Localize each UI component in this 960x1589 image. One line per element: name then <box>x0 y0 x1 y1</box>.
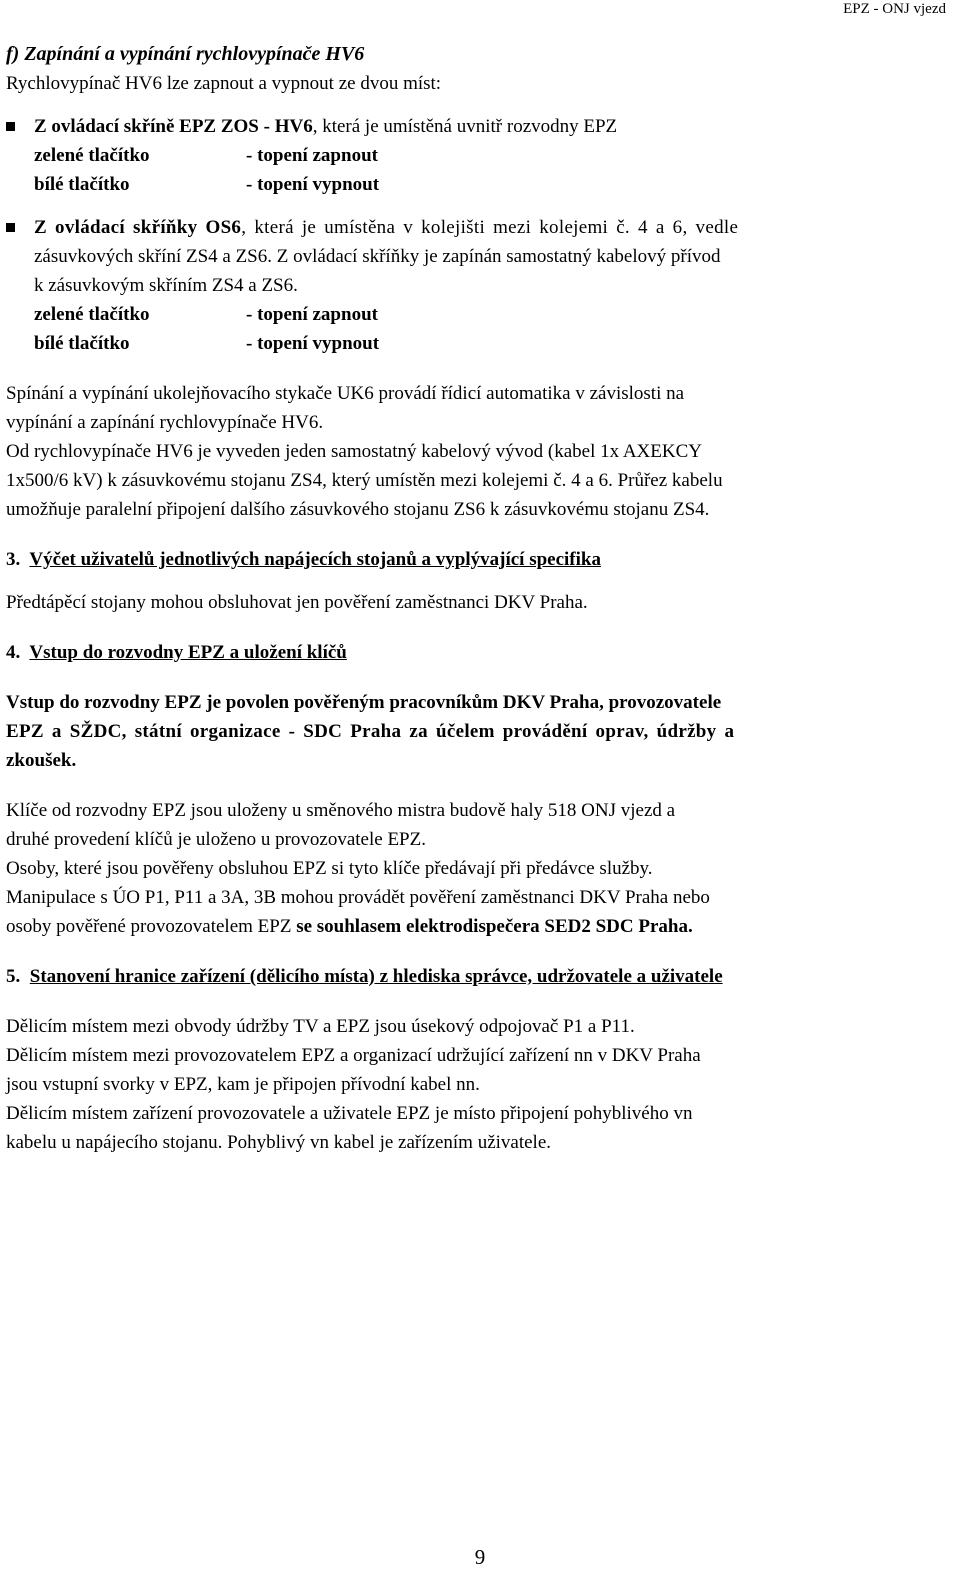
green-button-row <box>34 141 946 170</box>
bullet-item-zos <box>6 112 946 199</box>
paragraph-uk6-line-1: Spínání a vypínání ukolejňovacího stykače UK6 provádí řídicí automatika v závislosti na <box>6 383 685 404</box>
green-button-action: - topení zapnout <box>246 145 378 166</box>
keys-line-2: druhé provedení klíčů je uloženo u provozovatele EPZ. <box>6 829 426 850</box>
bullet-1-bold: Z ovládací skříně EPZ ZOS - HV6 <box>34 116 313 137</box>
section-5-line-2: Dělicím místem mezi provozovatelem EPZ a organizací udržující zařízení nn v DKV Praha <box>6 1045 701 1066</box>
bullet-2-line-2: zásuvkových skříní ZS4 a ZS6. Z ovládací skříňky je zapínán samostatný kabelový přívod <box>34 246 721 267</box>
section-5-line-3: jsou vstupní svorky v EPZ, kam je připojen přívodní kabel nn. <box>6 1074 480 1095</box>
square-bullet-icon <box>6 223 15 232</box>
manipulation-bold: se souhlasem elektrodispečera SED2 SDC Praha. <box>296 916 693 937</box>
square-bullet-icon <box>6 122 15 131</box>
section-3-number: 3. <box>6 549 21 570</box>
paragraph-cable-line-2: 1x500/6 kV) k zásuvkovému stojanu ZS4, který umístěn mezi kolejemi č. 4 a 6. Průřez kabelu <box>6 470 723 491</box>
page-header: EPZ - ONJ vjezd <box>843 1 946 17</box>
paragraph-cable-line-1: Od rychlovypínače HV6 je vyveden jeden samostatný kabelový vývod (kabel 1x AXEKCY <box>6 441 702 462</box>
white-button-label: bílé tlačítko <box>34 333 130 354</box>
section-4-title: Vstup do rozvodny EPZ a uložení klíčů <box>29 642 347 663</box>
persons-line: Osoby, které jsou pověřeny obsluhou EPZ si tyto klíče předávají při předávce služby. <box>6 858 653 879</box>
section-5-heading <box>6 962 946 991</box>
section-5-line-4: Dělicím místem zařízení provozovatele a uživatele EPZ je místo připojení pohyblivého vn <box>6 1103 693 1124</box>
section-f-title: f) Zapínání a vypínání rychlovypínače HV6 <box>6 43 365 65</box>
section-3-text: Předtápěcí stojany mohou obsluhovat jen pověření zaměstnanci DKV Praha. <box>6 592 588 613</box>
manipulation-plain: osoby pověřené provozovatelem EPZ <box>6 916 297 937</box>
section-5-title: Stanovení hranice zařízení (dělicího místa) z hlediska správce, udržovatele a uživatele <box>29 966 723 987</box>
green-button-label: zelené tlačítko <box>34 304 150 325</box>
access-bold-line-1: Vstup do rozvodny EPZ je povolen pověřeným pracovníkům DKV Praha, provozovatele <box>6 692 722 713</box>
keys-line-1: Klíče od rozvodny EPZ jsou uloženy u směnového mistra budově haly 518 ONJ vjezd a <box>6 800 676 821</box>
section-5-line-5: kabelu u napájecího stojanu. Pohyblivý vn kabel je zařízením uživatele. <box>6 1132 552 1153</box>
white-button-row <box>34 170 946 199</box>
manipulation-line-1: Manipulace s ÚO P1, P11 a 3A, 3B mohou provádět pověření zaměstnanci DKV Praha nebo <box>6 887 710 908</box>
manipulation-line-2 <box>6 912 946 941</box>
bullet-2-line-3: k zásuvkovým skříním ZS4 a ZS6. <box>34 275 298 296</box>
page-number: 9 <box>474 1545 486 1569</box>
bullet-2-rest: , která je umístěna v kolejišti mezi kolejemi č. 4 a 6, vedle <box>241 217 739 238</box>
bullet-2-bold: Z ovládací skříňky OS6 <box>34 217 242 238</box>
green-button-label: zelené tlačítko <box>34 145 150 166</box>
section-5-number: 5. <box>6 966 21 987</box>
section-f-intro: Rychlovypínač HV6 lze zapnout a vypnout ze dvou míst: <box>6 73 442 94</box>
access-bold-line-2: EPZ a SŽDC, státní organizace - SDC Praha za účelem provádění oprav, údržby a <box>6 721 735 742</box>
white-button-action: - topení vypnout <box>246 333 380 354</box>
white-button-label: bílé tlačítko <box>34 174 130 195</box>
document-body <box>6 40 946 1157</box>
bullet-1-rest: , která je umístěná uvnitř rozvodny EPZ <box>312 116 618 137</box>
section-4-heading <box>6 638 946 667</box>
white-button-action: - topení vypnout <box>246 174 380 195</box>
section-5-line-1: Dělicím místem mezi obvody údržby TV a EPZ jsou úsekový odpojovač P1 a P11. <box>6 1016 635 1037</box>
section-3-title: Výčet uživatelů jednotlivých napájecích stojanů a vyplývající specifika <box>29 549 601 570</box>
section-4-number: 4. <box>6 642 21 663</box>
access-bold-line-3: zkoušek. <box>6 750 77 771</box>
green-button-row <box>34 300 946 329</box>
section-3-heading <box>6 545 946 574</box>
paragraph-uk6-line-2: vypínání a zapínání rychlovypínače HV6. <box>6 412 324 433</box>
green-button-action: - topení zapnout <box>246 304 378 325</box>
bullet-item-os6 <box>6 213 946 358</box>
white-button-row <box>34 329 946 358</box>
paragraph-cable-line-3: umožňuje paralelní připojení dalšího zásuvkového stojanu ZS6 k zásuvkovému stojanu ZS4. <box>6 499 710 520</box>
